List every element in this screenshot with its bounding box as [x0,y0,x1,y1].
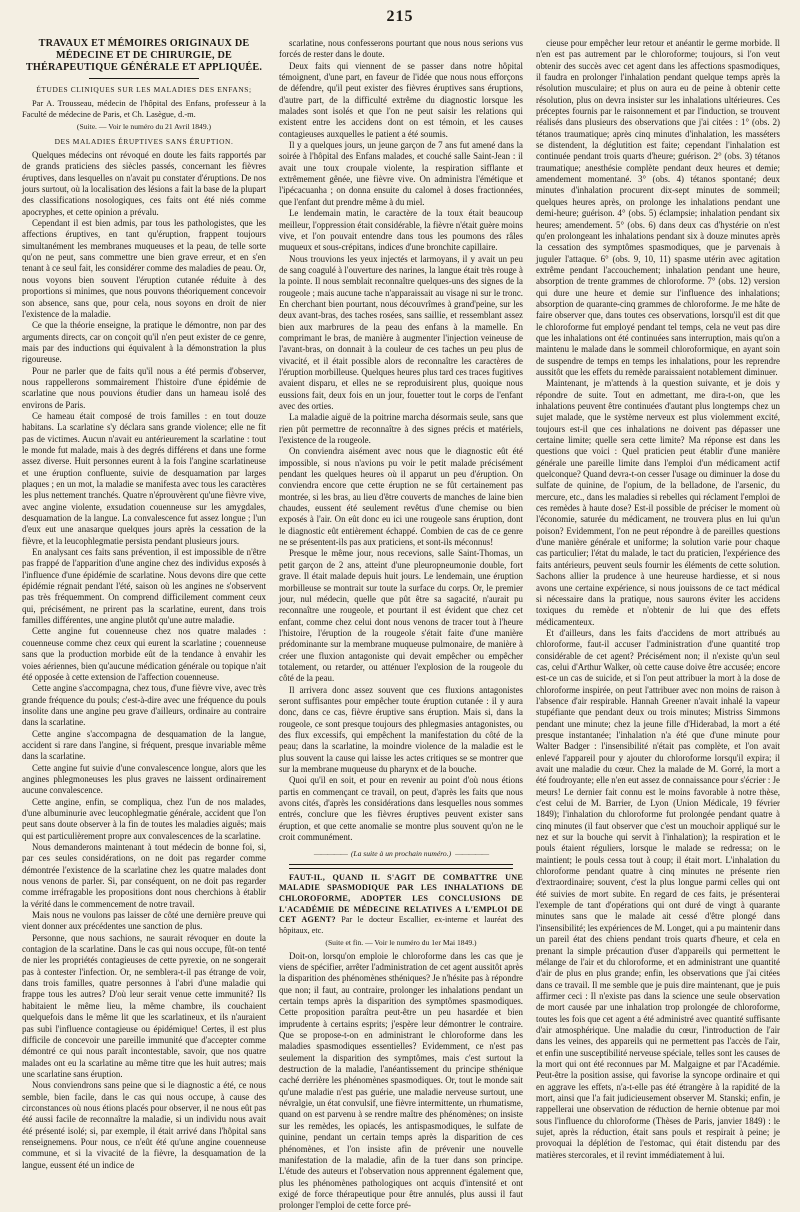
paragraph: Le lendemain matin, le caractère de la toux était beaucoup meilleur, l'oppression était considérable, la fièvre n'était guère moins vive, et l'on pouvait entendre dans tous les poumons des râles muqueux et sous-crépitans, indices d'une bronchite capillaire. [279,208,523,253]
paragraph: Cette angine fut suivie d'une convalescence longue, alors que les angines phlegmoneuses les plus graves ne laissent ordinairement aucune convalescence. [22,762,266,796]
paragraph: scarlatine, nous confesserons pourtant que nous nous serions vus forcés de rester dans le doute. [279,38,523,60]
continuation-note: ————— (La suite à un prochain numéro.) ————— [279,848,523,859]
header-divider [89,78,199,79]
article2-body [279,951,523,1212]
paragraph: Pour ne parler que de faits qu'il nous a été permis d'observer, nous rappellerons sommairement l'histoire d'une épidémie de scarlatine que nous pouvions étudier dans un hameau isolé des environs de Paris. [22,365,266,410]
paragraph: Cette angine s'accompagna, chez tous, d'une fièvre vive, avec très grande fréquence du pouls; c'est-à-dire avec une fréquence du pouls insolite dans une angine peu grave d'ailleurs, ordinaire au contraire dans la scarlatine. [22,683,266,728]
paragraph: Maintenant, je m'attends à la question suivante, et je dois y répondre de suite. Tout en admettant, me dira-t-on, que les inhalations peuvent être continuées d'autant plus longtemps chez un sujet malade, que le système nerveux est plus violemment excité, toujours est-il que ces inhalations ne doivent pas dépasser une certaine limite; quelle sera cette limite? Ma réponse est dans les questions que voici : Quel praticien peut établir d'une manière générale une pareille limite dans l'emploi d'un médicament actif quelconque? Quand devra-t-on cesser l'usage ou diminuer la dose du sulfate de quinine, de l'opium, de la belladone, de l'arsenic, du mercure, etc., dans les maladies si rebelles qui réclament l'emploi de ces remèdes à haute dose? Est-il possible de préciser le moment où l'économie, saturée du médicament, ne trouvera plus en lui qu'un poison? Evidemment, l'on ne peut répondre à de pareilles questions d'une manière générale et uniforme; la solution varie pour chaque cas particulier; l'état du malade, le tact du praticien, l'expérience des faits antérieurs, peuvent seuls fournir les éléments de cette solution. Sachons allier la prudence à une heureuse hardiesse, et si nous avons une certaine expérience, si nous jouissons de ce tact médical si nécessaire dans la pratique, nous saurons éviter les accidens toxiques du remède et n'obtenir de lui que des effets médicamenteux. [536,378,780,627]
article-divider [289,864,513,869]
paragraph: En analysant ces faits sans prévention, il est impossible de n'être pas frappé de l'apparition d'une angine chez des individus exposés à l'influence d'une épidémie de scarlatine. Nous devons dire que cette épidémie régnait pendant l'été, saison où les angines ne s'observent pas très fréquemment. On comprend difficilement comment ceux qui, précisément, ne prirent pas la scarlatine, eurent, dans trois familles différentes, une angine plutôt qu'une autre maladie. [22,547,266,626]
paragraph: Ce hameau était composé de trois familles : en tout douze habitans. La scarlatine s'y déclara sans grande violence; elle ne fit pas de victimes. Aucun n'avait eu antérieurement la scarlatine : tout le monde fut malade, mais à des degrés différens et dans une forme assez diverse. Huit personnes eurent à la fois l'angine scarlatineuse et une éruption confluente, suivie de desquamation par larges plaques ; en un mot, la maladie se manifesta avec tous les caractères les plus nettement tranchés. Quatre n'éprouvèrent qu'une fièvre vive, avec angine violente, exsudation couenneuse sur les amygdales, desquamation de la langue. La convalescence fut assez longue ; l'un d'eux eut une anasarque quelques jours après la cessation de la fièvre, et la leucophlegmatie persista pendant plusieurs jours. [22,410,266,546]
paragraph: Quoi qu'il en soit, et pour en revenir au point d'où nous étions partis en commençant ce travail, on peut, d'après les faits que nous avons cités, d'après les considérations dans lesquelles nous sommes entrés, conclure que les fièvres éruptives peuvent exister sans éruption, et que cette anomalie se montre plus souvent qu'on ne le croit communément. [279,775,523,843]
paragraph: Nous demanderons maintenant à tout médecin de bonne foi, si, par ces seules considérations, on ne doit pas regarder comme démontrée l'existence de la scarlatine chez les quatre malades dont nous venons de parler. Si, par conséquent, on ne doit pas regarder comme irréfragable les propositions dont nous cherchions à établir la vérité dans le commencement de notre travail. [22,842,266,909]
article2-title: FAUT-IL, QUAND IL S'AGIT DE COMBATTRE UNE MALADIE SPASMODIQUE PAR LES INHALATIONS DE CHLOROFORME, ADOPTER LES CONCLUSIONS DE L'ACADÉMIE DE MÉDECINE RELATIVES A L'EMPLOI DE CET AGENT? [279,872,523,925]
article2-byline: Par le docteur Escallier, ex-interne et lauréat des hôpitaux, etc. [279,915,524,935]
paragraph: cieuse pour empêcher leur retour et anéantir le germe morbide. Il n'en est pas autrement par le chloroforme; toujours, si l'on veut obtenir des succès avec cet agent dans les affections spasmodiques, il faudra en prolonger l'inhalation pendant quelque temps après la résolution musculaire; et plus on aura eu de peine à obtenir cette résolution, plus on devra insister sur les inhalations ultérieures. Ces préceptes fournis par le raisonnement et par l'induction, se trouvent réalisés dans plusieurs des observations que j'ai citées : 1° (obs. 2) tétanos traumatique; après cinq minutes d'inhalation, les masséters se distendent, la déglutition est faite; cependant l'inhalation est continuée pendant trois quarts d'heure; guérison. 2° (obs. 3) tétanos traumatique; anesthésie complète pendant deux heures et demie; amendement momentané. 3° (obs. 4) tétanos spontané; deux minutes d'inhalation procurent dix-sept minutes de sommeil; quelques heures après, on prolonge les inhalations pendant une demi-heure; guérison. 4° (obs. 5) éclampsie; inhalation pendant six heures; amendement. 5° (obs. 6) dans deux cas d'hystérie on n'est qu'en prolongeant les inhalations pendant six à douze minutes après la cessation des symptômes spasmodiques, que je parvenais à juguler l'attaque. 6° (obs. 9, 10, 11) spasme utérin avec agitation extrême pendant l'accouchement; inhalation pendant une heure, absorption de trente grammes de chloroforme. 7° (obs. 12) version qui dure une heure et demie sur l'influence des inhalations; absorption de quarante-cinq grammes de chloroforme. Je me hâte de faire observer que, dans toutes ces observations, lorsqu'il est dit que le chloroforme fut employé pendant tel temps, cela ne veut pas dire que les inhalations ont été continuées sans interruption, mais qu'on a maintenu le malade dans le sommeil chloroformique, en ayant soin de suspendre de temps en temps les inhalations, pour les reprendre aussitôt que les effets du remède paraissaient notablement diminuer. [536,38,780,377]
article-byline: Par A. Trousseau, médecin de l'hôpital des Enfans, professeur à la Faculté de médecine de Paris, et Ch. Lasègue, d.-m. [22,99,266,119]
column-left [22,38,267,1170]
paragraph: Nous trouvions les yeux injectés et larmoyans, il y avait un peu de sang coagulé à l'ouverture des narines, la langue était très rouge à la pointe. Il nous semblait reconnaître quelques-uns des signes de la rougeole ; mais aucune tache n'apparaissait au visage ni sur le tronc. En cherchant bien pourtant, nous découvrîmes à grand'peine, sur les deux avant-bras, des taches rosées, sans saillie, et ressemblant assez bien aux marbrures de la peau des enfans à la mamelle. En comprimant le bras, de manière à augmenter l'injection veineuse de l'avant-bras, on donnait à la couleur de ces taches un peu plus de vivacité, et il était possible alors de reconnaître les caractères de l'éruption morbilleuse. Quelques heures plus tard ces traces fugitives avaient disparu, et elles ne se reproduisirent plus, quoique nous eussions fait, deux fois en un jour, fouetter tout le corps de l'enfant avec des orties. [279,253,523,411]
section-title: TRAVAUX ET MÉMOIRES ORIGINAUX DE MÉDECINE ET DE CHIRURGIE, DE THÉRAPEUTIQUE GÉNÉRALE ET APPLIQUÉE. [25,38,263,73]
paragraph: Cette angine, enfin, se compliqua, chez l'un de nos malades, d'une albuminurie avec leucophlegmatie générale, accident que l'on peut sans doute observer à la fin de toutes les maladies aiguës; mais qui est particulièrement propre aux convalescences de la scarlatine. [22,796,266,841]
paragraph: Doit-on, lorsqu'on emploie le chloroforme dans les cas que je viens de spécifier, arrêter l'administration de cet agent aussitôt après la disparition des phénomènes sthéniques? Je n'hésite pas à répondre que non; il faut, au contraire, prolonger les inhalations pendant un certain temps après la disparition des symptômes spasmodiques. Cette proposition paraîtra peut-être un peu hasardée et bien imprudente à certains esprits; j'espère leur démontrer le contraire. Que se propose-t-on en administrant le chloroforme dans les maladies spasmodiques essentielles? Evidemment, ce n'est pas seulement la disparition des symptômes, mais c'est surtout la destruction de la maladie, l'anéantissement du principe sthénique caché derrière les phénomènes spasmodiques. Or, tout le monde sait qu'une maladie n'est pas guérie, une maladie nerveuse surtout, une névralgie, un état convulsif, une fièvre intermittente, un rhumatisme, quand on est parvenu à se rendre maître des phénomènes; on insiste sur les remèdes, les opiacés, les antispasmodiques, le sulfate de quinine, pendant un certain temps après la disparition de ces phénomènes, et l'on insiste afin de prévenir une nouvelle manifestation de la maladie, afin de la tuer dans son principe. L'étude des auteurs et l'observation nous apprennent également que, plus les phénomènes pathologiques ont acquis d'intensité et ont exigé de force thérapeutique pour être annulés, plus aussi il faut prolonger l'emploi de cette force pré- [279,950,523,1211]
paragraph: Il arrivera donc assez souvent que ces fluxions antagonistes seront suffisantes pour empêcher toute éruption cutanée : il y aura donc, dans ce cas, fièvre éruptive sans éruption. Mais si, dans la rougeole, ce sont presque toujours des phlegmasies antagonistes, ou des flux excessifs, qui empêchent la manifestation du côté de la peau; dans la scarlatine, la moindre violence de la maladie est le plus souvent la cause qui laisse les actes critiques se se montrer que sur la membrane muqueuse du pharynx et de la bouche. [279,684,523,774]
paragraph: La maladie aiguë de la poitrine marcha désormais seule, sans que rien pût permettre de reconnaître à des signes précis et matériels, l'existence de la rougeole. [279,412,523,446]
paragraph: Cependant il est bien admis, par tous les pathologistes, que les affections éruptives, en tant qu'éruption, frappent toujours simultanément les membranes muqueuses et la peau, de telle sorte qu'on ne peut, sans commettre une bien grave erreur, et en s'en tenant à ce seul fait, les considérer comme des maladies de peau. Or, nous voyons bien souvent l'éruption cutanée réduite à des proportions si minimes, que nous pouvons théoriquement concevoir son absence, sans que, pour cela, nous soyons en droit de nier l'existence de la maladie. [22,218,266,319]
paragraph: On conviendra aisément avec nous que le diagnostic eût été impossible, si nous n'avions pu voir le petit malade précisément pendant les quelques heures où il apparut un peu d'éruption. On conviendra encore que cette éruption ne se fût certainement pas montrée, si les bras, au lieu d'être couverts de manches de laine bien chaudes, eussent été seulement revêtus d'une chemise ou bien exposés à l'air. On eût donc eu ici une rougeole sans éruption, dont le diagnostic eût entièrement échappé. Combien de cas de ce genre ne se présentent-ils pas aux praticiens, et sont-ils méconnus! [279,446,523,548]
column-right-body [536,38,780,1161]
paragraph: Cette angine fut couenneuse chez nos quatre malades : couenneuse comme chez ceux qui eurent la scarlatine ; couenneuse sans que la production morbide eût de la tendance à envahir les voies aériennes, bien qu'aucune médication générale ou topique n'ait été opposée à cette extension de l'affection couenneuse. [22,626,266,682]
section-header [22,38,266,95]
paragraph: Et d'ailleurs, dans les faits d'accidens de mort attribués au chloroforme, faut-il accuser l'administration d'une quantité trop considérable de cet agent? Précisément non; il n'existe qu'un seul cas, celui d'Arthur Walker, où cette cause doive être accusée; encore est-ce un cas de suicide, et si l'on peut attribuer la mort à la dose de chloroforme inspirée, on peut l'attribuer avec non moins de raison à l'absence d'air respirable. Hannah Greener n'avait inhalé la vapeur stupéfiante que pendant deux ou trois minutes; Mistriss Simmons pendant une minute; chez la jeune fille d'Hiderabad, la mort a été presque instantanée; l'inhalation n'a été que d'une minute pour Walter Badger : l'insensibilité n'était pas complète, et l'on avait enlevé l'appareil pour y ajouter du chloroforme lorsqu'il expira; il avait une maladie du cœur. Chez la malade de M. Gorré, la mort a été foudroyante; elle n'en eut assez de connaissance pour s'écrier : Je meurs! Le dernier fait connu est le moins favorable à notre thèse, c'est celui de M. Barrier, de Lyon (Union Médicale, 19 février 1849); l'inhalation du chloroforme fut prolongée pendant quatre à cinq minutes (il faut observer que c'est un mouchoir appliqué sur le nez et sur la bouche qui servit à l'inhalation); la respiration et le pouls étaient réguliers, lorsque le malade se redressa; on le maintient; le pouls cessa tout à coup; il était mort. L'inhalation du chloroforme pendant quatre à cinq minutes ne présente rien d'extraordinaire; souvent, c'est la plus longue parmi celles qui ont été suivies de mort subite. En regard de ces faits, je présenterai l'exemple de tant d'opérations qui ont duré de vingt à quarante minutes sans que le malade ait cessé d'être plongé dans l'insensibilité; les expériences de M. Longet, qui a pu maintenir dans un pareil état des chiens pendant trois quarts d'heure, et cela en prenant la simple précaution d'user d'appareils qui permettent le mélange de l'air et du chloroforme, et en administrant une quantité d'air de plus en plus grande; enfin, les observations que j'ai citées dans ce travail. Il me semble que je puis dire maintenant, que je puis affirmer ceci : Il n'existe pas dans la science une seule observation de mort causée par une inhalation trop prolongée de chloroforme, toutes les fois que cet agent a été administré avec quantité suffisante d'air atmosphérique. Une maladie du cœur, l'introduction de l'air dans les veines, des appareils qui ne permettent pas l'accès de l'air, et enfin une susceptibilité nerveuse spéciale, telles sont les causes de la mort qui ont été reconnues par M. Malgaigne et par l'Académie. Peut-être la position assise, qui favorise la syncope ordinaire et qui en aggrave les effets, n'a-t-elle pas été étrangère à la rapidité de la mort, ainsi que l'a fait judicieusement observer M. Stanski; enfin, je rappellerai une observation de réduction de hernie obtenue par moi sous l'influence du chloroforme (Thèses de Paris, janvier 1849) : le sujet, après la réduction, était sans pouls et respirait à peine; je provoquai la déplétion de l'estomac, qui était distendu par des matières stercorales, et il revint immédiatement à lui. [536,627,780,1160]
article2-suite-note: (Suite et fin. — Voir le numéro du 1er Mai 1849.) [325,938,477,948]
paragraph: Il y a quelques jours, un jeune garçon de 7 ans fut amené dans la soirée à l'hôpital des Enfans malades, et couché salle Saint-Jean : il avait une toux croupale violente, la respiration sifflante et extrêmement gênée, une fièvre vive. On administra l'émétique et l'ipécacuanha ; on donna ensuite du calomel à doses fractionnées, que l'enfant dut prendre même à du miel. [279,140,523,207]
paragraph: Deux faits qui viennent de se passer dans notre hôpital témoignent, d'une part, en faveur de l'idée que nous nous efforçons de défendre, qu'il peut exister des fièvres éruptives sans éruptions, d'autre part, de la difficulté extrême du diagnostic lorsque les malades sont isolés et que l'on ne peut saisir les relations qui existent entre les accidens dont on est témoin, et les causes contagieuses auxquelles le patient a été soumis. [279,60,523,139]
paragraph: Cette angine s'accompagna de desquamation de la langue, accident si rare dans l'angine, si fréquent, presque invariable même dans la scarlatine. [22,728,266,762]
column-middle-body [279,38,523,843]
column-left-body [22,150,266,1171]
page-number: 215 [386,8,414,25]
article-subtitle: DES MALADIES ÉRUPTIVES SANS ÉRUPTION. [54,136,234,146]
paragraph: Nous conviendrons sans peine que si le diagnostic a été, ce nous semble, bien facile, dans le cas qui nous occupe, à cause des circonstances où nous étions placés pour observer, il ne nous eût pas été aussi facile de reconnaître la maladie, si un individu nous avait été présenté isolé; si, par exemple, il était arrivé dans l'hôpital sans renseignemens. Pour nous, ce n'eût été qu'une angine couenneuse commune, et si la vivacité de la fièvre, la desquamation de la langue, eussent été un indice de [22,1080,266,1170]
column-middle [279,38,524,1211]
paragraph: Ce que la théorie enseigne, la pratique le démontre, non par des arguments directs, car on conçoit qu'il n'en peut exister de ce genre, mais par des inductions qui équivalent à la démonstration la plus rigoureuse. [22,320,266,365]
paragraph: Quelques médecins ont révoqué en doute les faits rapportés par de grands praticiens des siècles passés, concernant les fièvres éruptives, dans lesquelles on n'avait pu constater d'éruptions. De nos jours surtout, où la localisation des lésions a fait la base de la plupart des classifications nosologiques, ces faits ont été niés comme apocryphes, et cette opinion a prévalu. [22,150,267,217]
article-suite-note: (Suite. — Voir le numéro du 21 Avril 1849.) [76,122,212,132]
paragraph: Presque le même jour, nous recevions, salle Saint-Thomas, un petit garçon de 2 ans, atteint d'une pleuropneumonie double, fort grave. Il était malade depuis huit jours. Le lendemain, une éruption morbilleuse se montrait sur toute la surface du corps. Or, le premier jour, nul médecin, quelle que pût être sa sagacité, n'aurait pu reconnaître une rougeole, et pourtant il est évident que chez cet enfant, comme chez celui dont nous venons de tracer tout à l'heure l'histoire, l'éruption de la rougeole s'était faite d'une manière prédominante sur la membrane muqueuse pulmonaire, de manière à créer une fluxion antagoniste qui devait empêcher ou empêcher totalement, ou retarder, ou atténuer l'explosion de la rougeole du côté de la peau. [279,548,523,684]
paragraph: Personne, que nous sachions, ne saurait révoquer en doute la contagion de la scarlatine. Dans le cas qui nous occupe, fût-on tenté de nier les propriétés contagieuses de cette pyrexie, on ne songerait pas à contester l'infection. Or, ne semblera-t-il pas étrange de voir, dans trois familles, quatre personnes à l'abri d'une maladie qui frappe tous les autres? D'où leur serait venue cette immunité? Ils habitaient le même lieu, la même chambre, ils couchaient quelquefois dans le même lit que les scarlatineux, et ils n'auraient pas subi l'influence contagieuse ou épidémique! Certes, il est plus difficile de concevoir une pareille immunité que d'accepter comme démontré ce qui nous paraît incontestable, savoir, que nos quatre malades ont eu la scarlatine au même titre que les huit autres; mais une scarlatine sans éruption. [22,932,266,1079]
article-series-title: ÉTUDES CLINIQUES SUR LES MALADIES DES ENFANS; [36,85,252,94]
article2-heading [279,873,523,937]
paragraph: Mais nous ne voulons pas laisser de côté une dernière preuve qui vient donner aux précédentes une sanction de plus. [22,910,266,932]
column-right [536,38,780,1160]
